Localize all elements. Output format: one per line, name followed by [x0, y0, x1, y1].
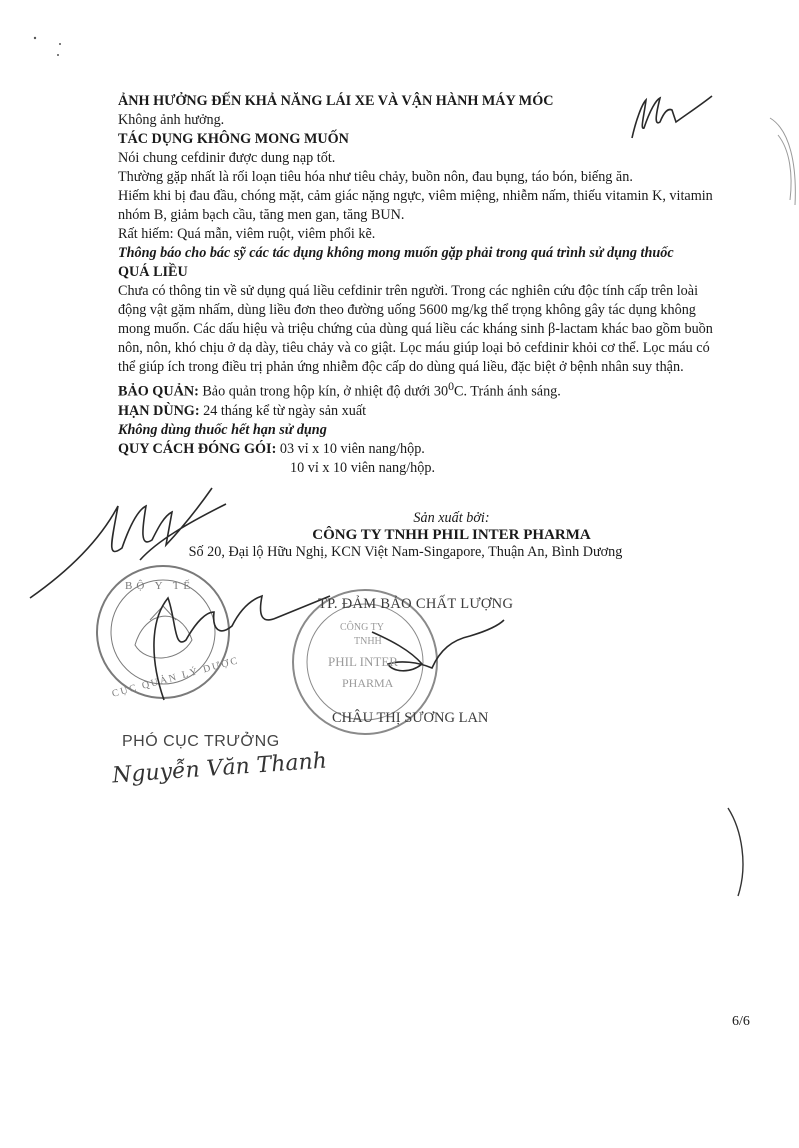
storage-text-b: C. Tránh ánh sáng.: [454, 383, 561, 400]
heading-side-effects: TÁC DỤNG KHÔNG MONG MUỐN: [118, 131, 349, 147]
pack-2: 10 vỉ x 10 viên nang/hộp.: [290, 459, 436, 476]
seal-left-top: BỘ Y TẾ: [125, 580, 195, 592]
deputy-title: PHÓ CỤC TRƯỞNG: [122, 733, 280, 750]
qa-name: CHÂU THỊ SƯƠNG LAN: [332, 710, 489, 726]
company-address: Số 20, Đại lộ Hữu Nghị, KCN Việt Nam-Singapore, Thuận An, Bình Dương: [188, 544, 623, 560]
text-side-effects-4: Rất hiếm: Quá mẫn, viêm ruột, viêm phổi kẽ.: [118, 226, 376, 242]
seal-left-bottom: CỤC QUẢN LÝ DƯỢC: [110, 655, 241, 700]
pack-label: QUY CÁCH ĐÓNG GÓI:: [118, 440, 277, 457]
note-side-effects: Thông báo cho bác sỹ các tác dụng không mong muốn gặp phải trong quá trình sử dụng thuốc: [118, 245, 674, 261]
expiry-label: HẠN DÙNG:: [118, 402, 200, 419]
seal-right-line3: PHIL INTER: [328, 654, 398, 669]
deputy-name: Nguyễn Văn Thanh: [111, 748, 328, 789]
right-edge-seal-fragment: [770, 118, 795, 205]
text-driving: Không ảnh hưởng.: [118, 112, 225, 128]
text-overdose: Chưa có thông tin về sử dụng quá liều cefdinir trên người. Trong các nghiên cứu độc tính cấp trên loài động vật gặm nhấm, dùng liều đơn theo đường uống 5600 mg/kg thể trọng không gây tác dụng không mong muốn. Các dấu hiệu và triệu chứng của dùng quá liều các kháng sinh β-lactam khác bao gồm buồn nôn, nôn, khó chịu ở dạ dày, tiêu chảy và co giật. Lọc máu giúp loại bỏ cefdinir khỏi cơ thể. Lọc máu có thể giúp ích trong điều trị phản ứng nhiễm độc cấp do dùng quá liều, đặc biệt ở bệnh nhân suy thận.: [118, 283, 713, 375]
deputy-signature-stroke: [154, 596, 330, 700]
heading-driving: ẢNH HƯỞNG ĐẾN KHẢ NĂNG LÁI XE VÀ VẬN HÀNH MÁY MÓC: [118, 93, 554, 109]
storage-sup: 0: [448, 379, 454, 393]
storage-label: BẢO QUẢN:: [118, 383, 199, 400]
page-number: 6/6: [732, 1014, 750, 1029]
heading-overdose: QUÁ LIỀU: [118, 264, 188, 280]
expiry-note: Không dùng thuốc hết hạn sử dụng: [118, 421, 327, 438]
qa-title: TP. ĐẢM BẢO CHẤT LƯỢNG: [318, 596, 514, 612]
initial-signature: [632, 96, 712, 138]
seal-right-line2: TNHH: [354, 636, 382, 647]
company-name: CÔNG TY TNHH PHIL INTER PHARMA: [312, 527, 591, 543]
pack-1: 03 vỉ x 10 viên nang/hộp.: [276, 440, 425, 457]
text-side-effects-2: Thường gặp nhất là rối loạn tiêu hóa như tiêu chảy, buồn nôn, đau bụng, táo bón, biếng ăn.: [118, 169, 633, 185]
seal-right-line1: CÔNG TY: [340, 622, 384, 633]
text-side-effects-1: Nói chung cefdinir được dung nạp tốt.: [118, 150, 336, 166]
storage-text-a: Bảo quản trong hộp kín, ở nhiệt độ dưới 30: [198, 383, 449, 400]
text-side-effects-3: Hiếm khi bị đau đầu, chóng mặt, cảm giác nặng ngực, viêm miệng, nhiễm nấm, thiếu vitamin K, vitamin nhóm B, giảm bạch cầu, tăng men gan, tăng BUN.: [118, 188, 713, 223]
scan-specks: [34, 37, 61, 56]
expiry-text: 24 tháng kể từ ngày sản xuất: [199, 402, 367, 419]
seal-right-line4: PHARMA: [342, 676, 394, 690]
edge-marks: [728, 808, 743, 896]
produced-by: Sản xuất bởi:: [413, 510, 490, 526]
